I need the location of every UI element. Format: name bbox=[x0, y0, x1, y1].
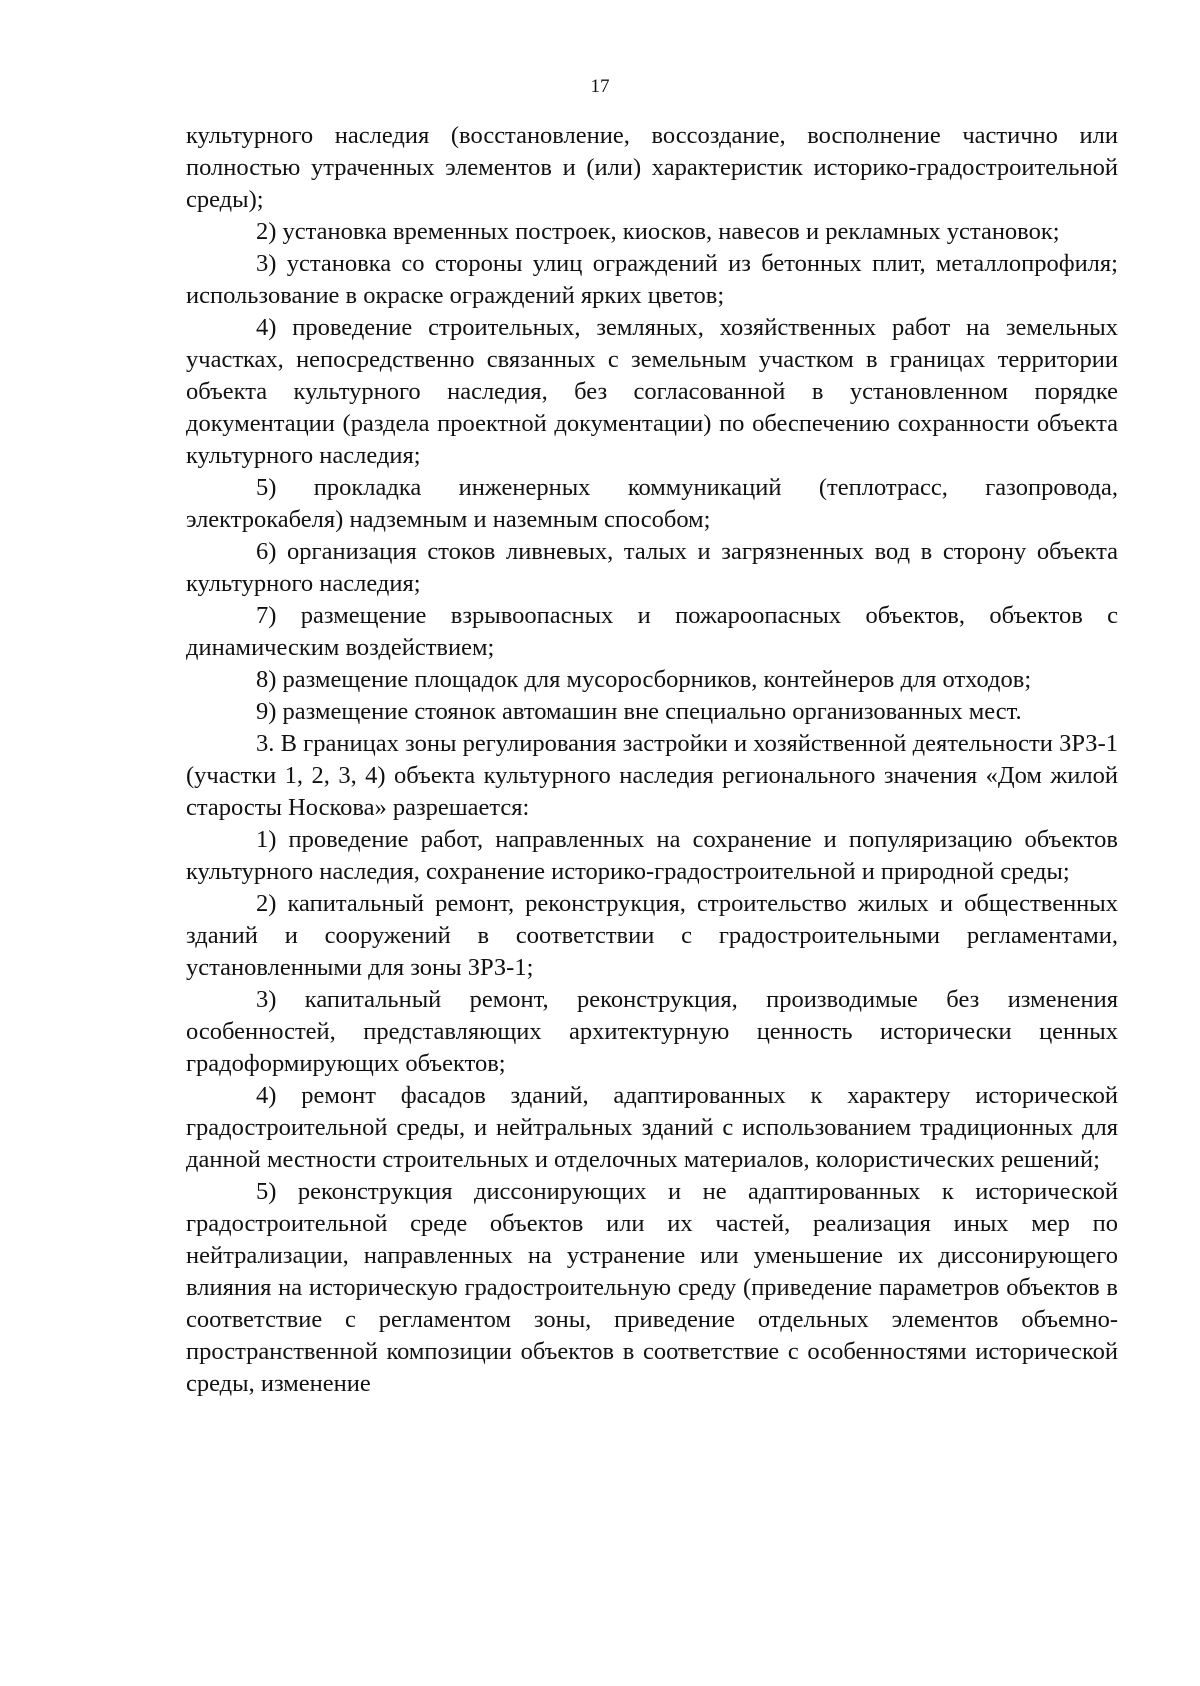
permitted-item-4: 4) ремонт фасадов зданий, адаптированных к характеру исторической градостроительной среды, и нейтральных зданий с использованием традиционных для данной местности строительных и отделочных материалов, колористических решений; bbox=[186, 1082, 1118, 1173]
permitted-item-1: 1) проведение работ, направленных на сохранение и популяризацию объектов культурного наследия, сохранение историко-градостроительной и природной среды; bbox=[186, 826, 1118, 885]
list-item-7-hazardous-objects: 7) размещение взрывоопасных и пожароопасных объектов, объектов с динамическим воздействием; bbox=[186, 602, 1118, 661]
document-body bbox=[186, 120, 1118, 1400]
list-item-5-utilities: 5) прокладка инженерных коммуникаций (теплотрасс, газопровода, электрокабеля) надземным и наземным способом; bbox=[186, 474, 1118, 533]
list-item-8-waste-sites: 8) размещение площадок для мусоросборников, контейнеров для отходов; bbox=[256, 666, 1032, 693]
permitted-item-3: 3) капитальный ремонт, реконструкция, производимые без изменения особенностей, представляющих архитектурную ценность исторически ценных градоформирующих объектов; bbox=[186, 986, 1118, 1077]
permitted-item-5: 5) реконструкция диссонирующих и не адаптированных к исторической градостроительной среде объектов или их частей, реализация иных мер по нейтрализации, направленных на устранение или уменьшение их диссонирующего влияния на историческую градостроительную среду (приведение параметров объектов в соответствие с регламентом зоны, приведение отдельных элементов объемно-пространственной композиции объектов в соответствие с особенностями исторической среды, изменение bbox=[186, 1178, 1118, 1397]
list-item-2-temporary-buildings: 2) установка временных построек, киосков, навесов и рекламных установок; bbox=[256, 218, 1060, 245]
list-item-3-fences: 3) установка со стороны улиц ограждений из бетонных плит, металлопрофиля; использование в окраске ограждений ярких цветов; bbox=[186, 250, 1118, 309]
list-item-9-parking: 9) размещение стоянок автомашин вне специально организованных мест. bbox=[256, 698, 1022, 725]
page-number: 17 bbox=[590, 76, 610, 97]
list-item-4-works: 4) проведение строительных, земляных, хозяйственных работ на земельных участках, непосредственно связанных с земельным участком в границах территории объекта культурного наследия, без согласованной в установленном порядке документации (раздела проектной документации) по обеспечению сохранности объекта культурного наследия; bbox=[186, 314, 1118, 469]
permitted-item-2: 2) капитальный ремонт, реконструкция, строительство жилых и общественных зданий и сооружений в соответствии с градостроительными регламентами, установленными для зоны ЗРЗ-1; bbox=[186, 890, 1118, 981]
paragraph-continuation: культурного наследия (восстановление, воссоздание, восполнение частично или полностью утраченных элементов и (или) характеристик историко-градостроительной среды); bbox=[186, 122, 1118, 213]
section-3-heading-paragraph: 3. В границах зоны регулирования застройки и хозяйственной деятельности ЗРЗ-1 (участки 1, 2, 3, 4) объекта культурного наследия регионального значения «Дом жилой старосты Носкова» разрешается: bbox=[186, 730, 1118, 821]
list-item-6-drainage: 6) организация стоков ливневых, талых и загрязненных вод в сторону объекта культурного наследия; bbox=[186, 538, 1118, 597]
